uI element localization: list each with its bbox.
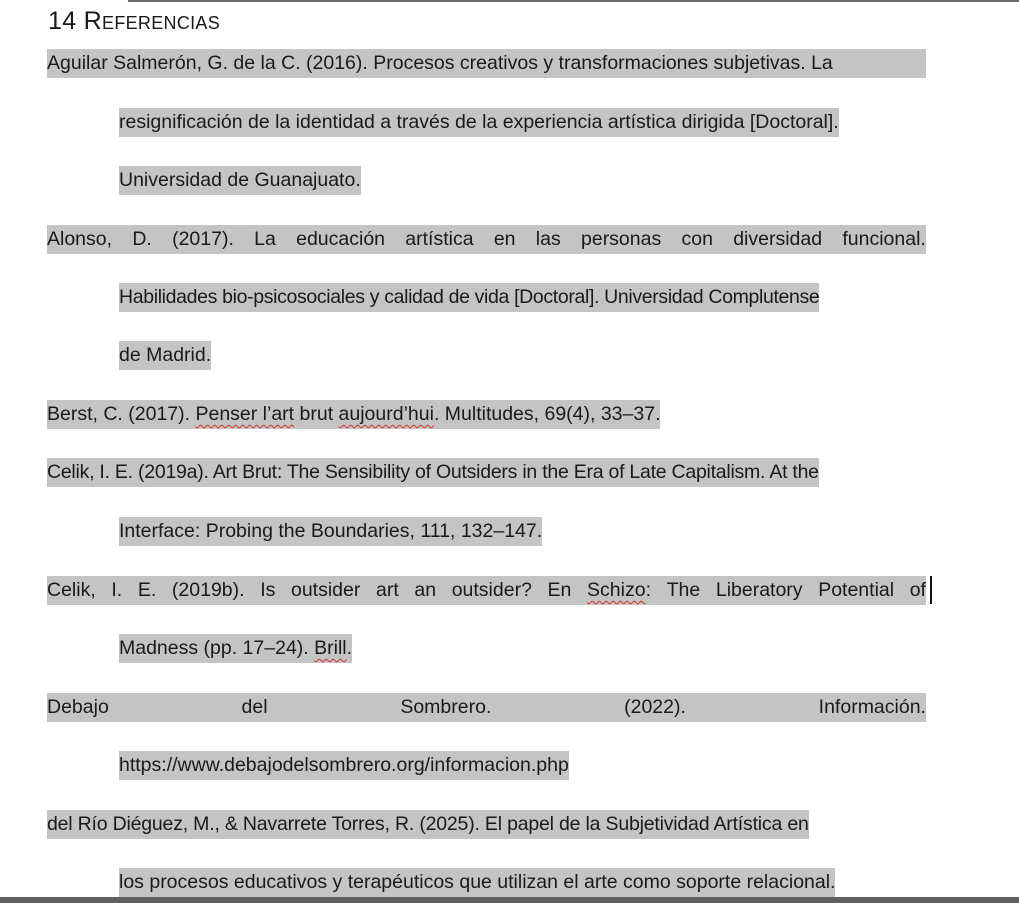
word: outsider xyxy=(290,579,361,601)
word: artística xyxy=(405,228,474,250)
word: Is xyxy=(260,579,276,601)
text-segment: brut xyxy=(294,403,339,425)
highlighted-text xyxy=(47,693,926,722)
reference-debajo-line-2[interactable] xyxy=(119,751,569,780)
highlighted-text: Universidad de Guanajuato. xyxy=(119,166,361,195)
spellcheck-flag[interactable]: Penser l’art xyxy=(195,403,295,425)
word: an xyxy=(414,579,437,601)
word: diversidad xyxy=(733,228,823,250)
word: La xyxy=(254,228,276,250)
word: art xyxy=(375,579,399,601)
reference-celik-b-line-1[interactable] xyxy=(47,576,926,605)
text-segment: . xyxy=(346,637,353,659)
reference-url[interactable]: https://www.debajodelsombrero.org/informacion.php xyxy=(119,751,569,780)
highlighted-text: del Río Diéguez, M., & Navarrete Torres, R. (2025). El papel de la Subjetividad Artística en xyxy=(47,810,809,839)
word: of xyxy=(909,579,926,601)
reference-celik-a-line-1[interactable] xyxy=(47,458,819,487)
word: Alonso, xyxy=(47,228,113,250)
spellcheck-flag[interactable]: Schizo: xyxy=(587,579,651,601)
highlighted-text: Habilidades bio-psicosociales y calidad de vida [Doctoral]. Universidad Complutense xyxy=(119,283,819,312)
word: outsider? xyxy=(451,579,532,601)
word: I. xyxy=(111,579,123,601)
reference-alonso-line-3[interactable] xyxy=(119,341,211,370)
highlighted-text xyxy=(47,576,926,605)
highlighted-text xyxy=(47,225,926,254)
reference-delrio-line-2[interactable] xyxy=(119,868,835,897)
highlighted-text xyxy=(47,400,660,429)
word: Información. xyxy=(818,696,926,718)
word: del xyxy=(241,696,268,718)
reference-delrio-line-1[interactable] xyxy=(47,810,926,839)
text-cursor xyxy=(930,576,932,604)
reference-celik-b-line-2[interactable] xyxy=(119,634,352,663)
word: las xyxy=(535,228,561,250)
section-title: Referencias xyxy=(83,7,221,35)
word: En xyxy=(547,579,572,601)
word: Potential xyxy=(818,579,895,601)
word: en xyxy=(493,228,516,250)
word: E. xyxy=(137,579,157,601)
highlighted-text: los procesos educativos y terapéuticos que utilizan el arte como soporte relacional. xyxy=(119,868,835,897)
spellcheck-flag[interactable]: aujourd’hui xyxy=(338,403,434,425)
highlighted-text xyxy=(119,634,352,663)
reference-debajo-line-1[interactable] xyxy=(47,693,926,722)
text-segment: Madness (pp. 17–24). xyxy=(119,637,315,659)
reference-alonso-line-1[interactable] xyxy=(47,225,926,254)
word: D. xyxy=(132,228,152,250)
highlighted-text: de Madrid. xyxy=(119,341,211,370)
reference-aguilar-line-1[interactable] xyxy=(47,49,926,78)
word: (2019b). xyxy=(171,579,245,601)
word: funcional. xyxy=(842,228,926,250)
reference-alonso-line-2[interactable] xyxy=(119,283,819,312)
word: Liberatory xyxy=(715,579,803,601)
highlighted-text: resignificación de la identidad a través de la experiencia artística dirigida [Doctoral]. xyxy=(119,108,839,137)
word: (2022). xyxy=(624,696,686,718)
word: educación xyxy=(296,228,386,250)
word: Celik, xyxy=(47,579,96,601)
highlighted-text: Celik, I. E. (2019a). Art Brut: The Sensibility of Outsiders in the Era of Late Capitalism. At the xyxy=(47,458,819,487)
spellcheck-flag[interactable]: Brill xyxy=(314,637,347,659)
page-bottom-border xyxy=(0,897,1019,903)
reference-aguilar-line-3[interactable] xyxy=(119,166,361,195)
section-number: 14 xyxy=(48,7,77,35)
word: con xyxy=(681,228,713,250)
highlighted-text: Aguilar Salmerón, G. de la C. (2016). Procesos creativos y transformaciones subjetivas. La xyxy=(47,49,926,78)
text-segment: . Multitudes, 69(4), 33–37. xyxy=(433,403,661,425)
word: (2017). xyxy=(172,228,234,250)
word: The xyxy=(666,579,701,601)
reference-celik-a-line-2[interactable] xyxy=(119,517,542,546)
word: personas xyxy=(581,228,662,250)
text-segment: Berst, C. (2017). xyxy=(47,403,196,425)
reference-berst-line-1[interactable] xyxy=(47,400,660,429)
word: Debajo xyxy=(47,696,109,718)
word: Sombrero. xyxy=(400,696,492,718)
highlighted-text: Interface: Probing the Boundaries, 111, 132–147. xyxy=(119,517,542,546)
reference-aguilar-line-2[interactable] xyxy=(119,108,839,137)
